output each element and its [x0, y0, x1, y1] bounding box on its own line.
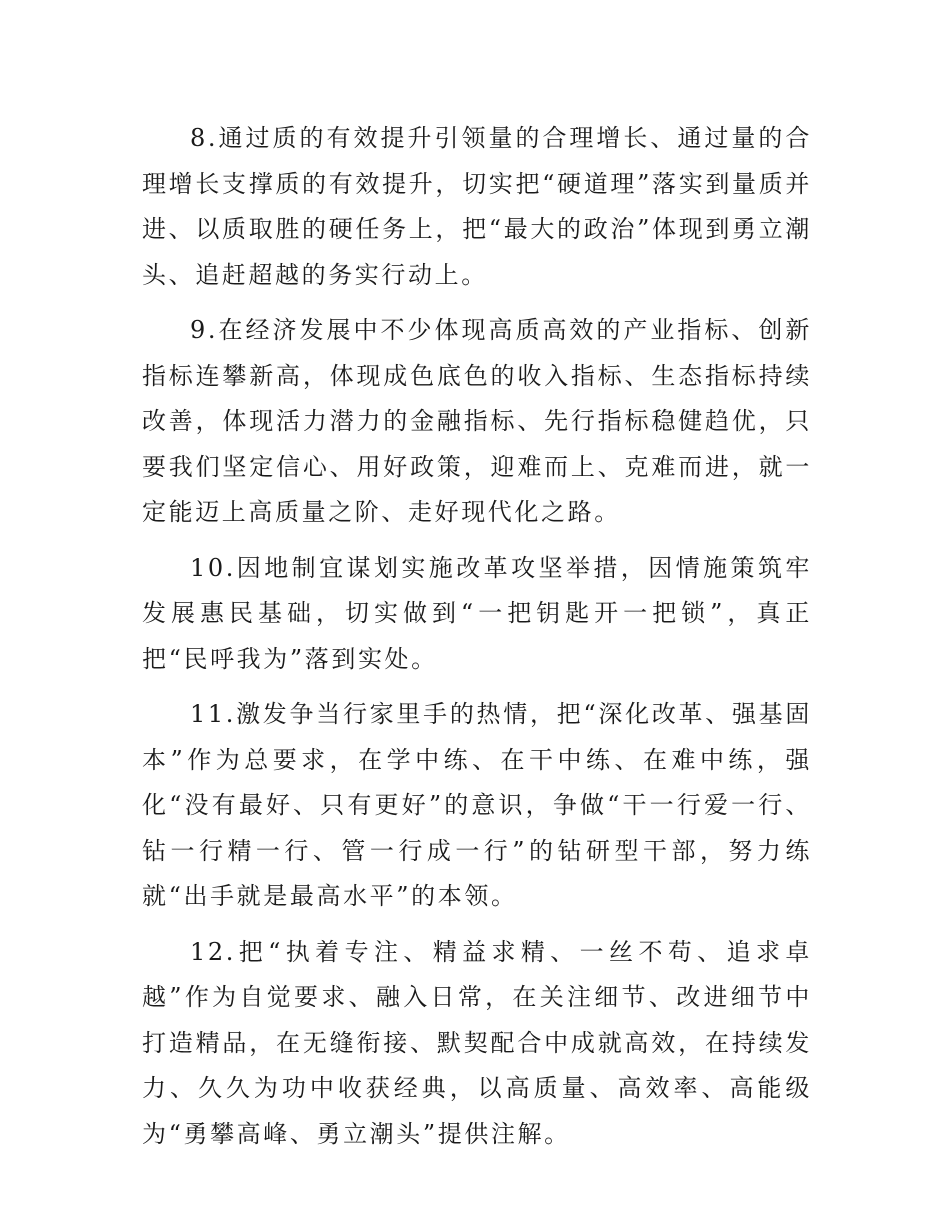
paragraph-8: 8.通过质的有效提升引领量的合理增长、通过量的合理增长支撑质的有效提升，切实把“硬道理”落实到量质并进、以质取胜的硬任务上，把“最大的政治”体现到勇立潮头、追赶超越的务实行动上。 [142, 124, 812, 289]
paragraph-9: 9.在经济发展中不少体现高质高效的产业指标、创新指标连攀新高，体现成色底色的收入指标、生态指标持续改善，体现活力潜力的金融指标、先行指标稳健趋优，只要我们坚定信心、用好政策，迎难而上、克难而进，就一定能迈上高质量之阶、走好现代化之路。 [142, 316, 812, 526]
paragraph-10: 10.因地制宜谋划实施改革攻坚举措，因情施策筑牢发展惠民基础，切实做到“一把钥匙开一把锁”，真正把“民呼我为”落到实处。 [142, 553, 812, 673]
document-body [142, 116, 812, 1167]
paragraph-11: 11.激发争当行家里手的热情，把“深化改革、强基固本”作为总要求，在学中练、在干中练、在难中练，强化“没有最好、只有更好”的意识，争做“干一行爱一行、钻一行精一行、管一行成一行”的钻研型干部，努力练就“出手就是最高水平”的本领。 [142, 700, 812, 910]
paragraph-12: 12.把“执着专注、精益求精、一丝不苟、追求卓越”作为自觉要求、融入日常，在关注细节、改进细节中打造精品，在无缝衔接、默契配合中成就高效，在持续发力、久久为功中收获经典，以高质量、高效率、高能级为“勇攀高峰、勇立潮头”提供注解。 [142, 937, 812, 1148]
